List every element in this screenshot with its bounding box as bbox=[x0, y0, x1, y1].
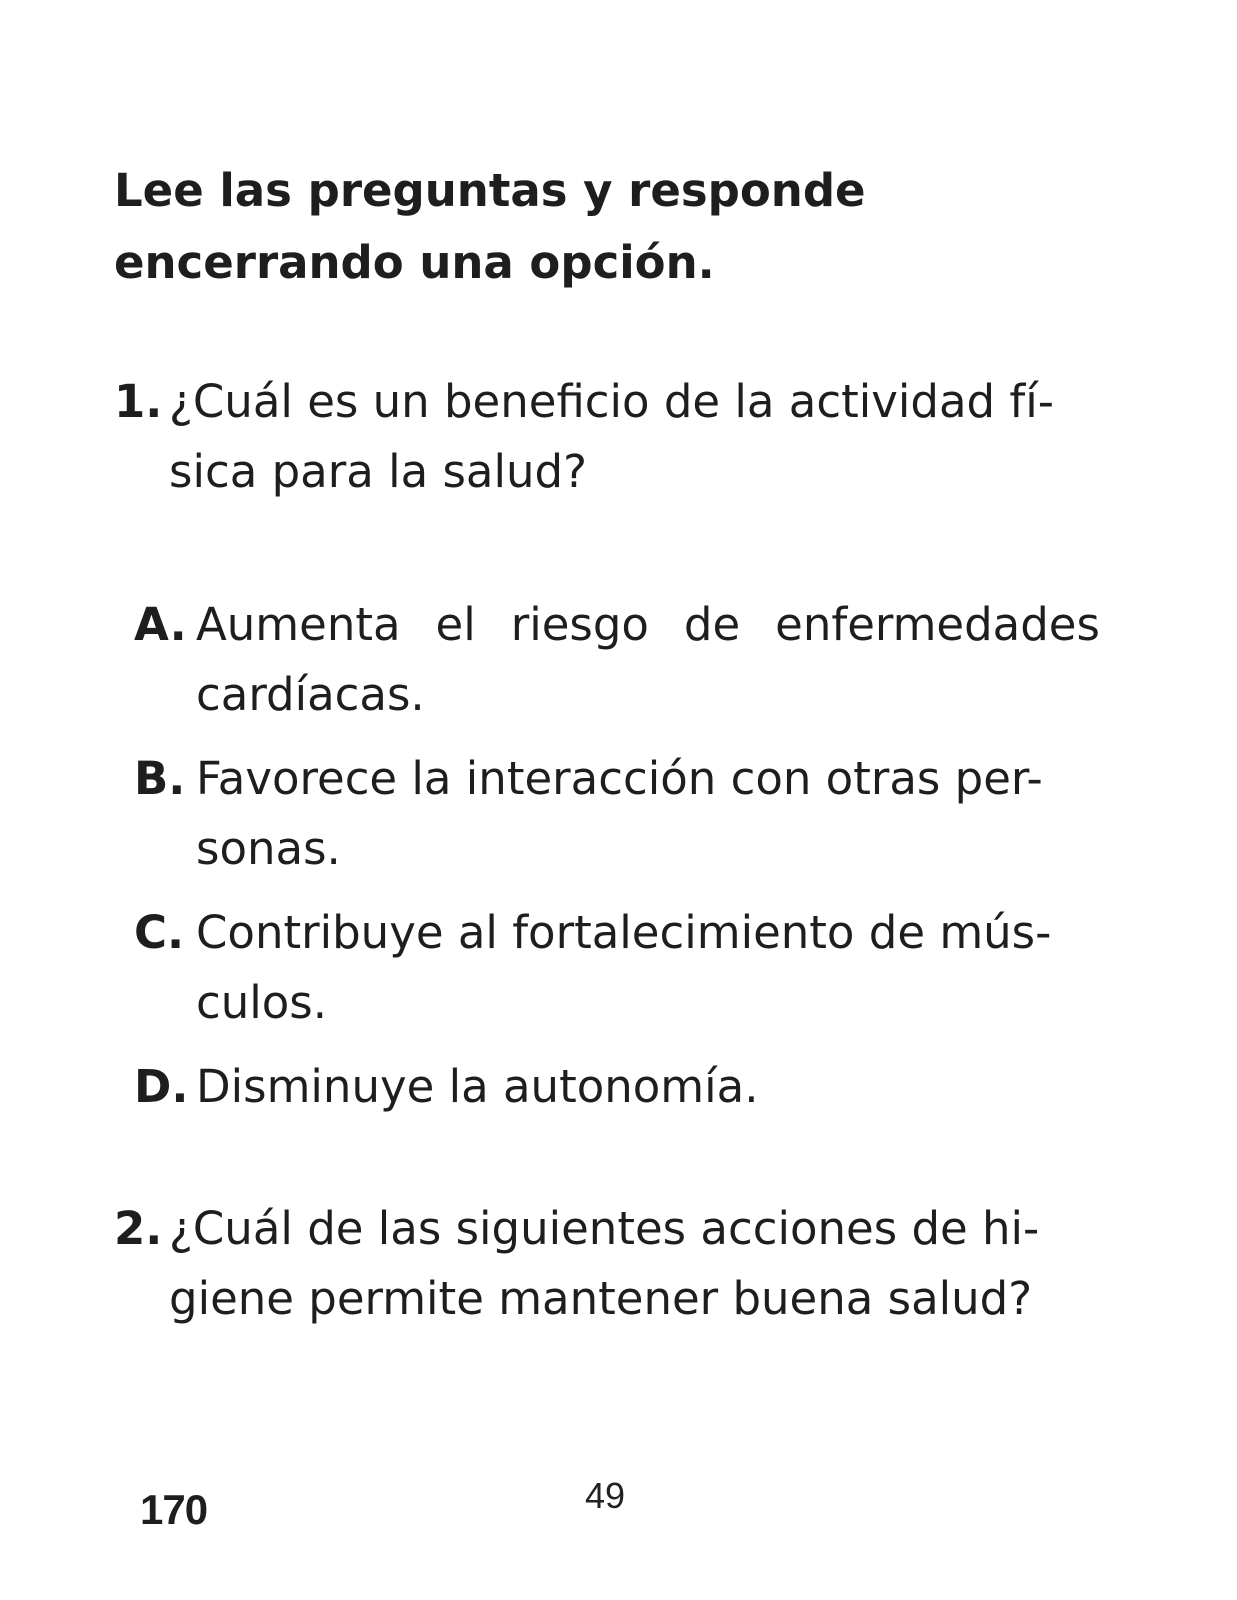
option-text-line-1: Favorece la interacción con otras per- bbox=[196, 752, 1043, 805]
option-text bbox=[196, 590, 1100, 730]
question-text-line-2: giene permite mantener buena salud? bbox=[169, 1272, 1033, 1325]
option-letter: D. bbox=[134, 1060, 189, 1113]
option-text bbox=[196, 744, 1100, 884]
option-text-line-2: culos. bbox=[196, 976, 328, 1029]
question-1 bbox=[114, 367, 1114, 507]
pdf-page-number: 49 bbox=[584, 1475, 626, 1516]
word: enfermedades bbox=[775, 598, 1100, 651]
question-text bbox=[169, 367, 1114, 507]
word: riesgo bbox=[510, 598, 649, 651]
option-text-line-2: cardíacas. bbox=[196, 668, 425, 721]
word: de bbox=[683, 598, 741, 651]
option-b[interactable] bbox=[134, 744, 1100, 884]
option-letter: B. bbox=[134, 752, 186, 805]
option-letter: A. bbox=[134, 598, 187, 651]
question-text-line-1: ¿Cuál de las siguientes acciones de hi- bbox=[169, 1202, 1040, 1255]
option-text bbox=[196, 898, 1100, 1038]
option-text-line-2: sonas. bbox=[196, 822, 341, 875]
instructions-line-1: Lee las preguntas y responde bbox=[114, 164, 866, 217]
option-text-line-1 bbox=[196, 590, 1100, 660]
option-letter: C. bbox=[134, 906, 185, 959]
word: el bbox=[435, 598, 476, 651]
option-text-line-1: Contribuye al fortalecimiento de mús- bbox=[196, 906, 1052, 959]
question-2 bbox=[114, 1194, 1114, 1334]
option-text bbox=[196, 1052, 1100, 1122]
question-number: 1. bbox=[114, 375, 163, 428]
option-text-line-1: Disminuye la autonomía. bbox=[196, 1060, 759, 1113]
option-c[interactable] bbox=[134, 898, 1100, 1038]
answer-options bbox=[134, 590, 1100, 1136]
book-page-number: 170 bbox=[140, 1486, 208, 1533]
question-text-line-2: sica para la salud? bbox=[169, 445, 587, 498]
option-d[interactable] bbox=[134, 1052, 1100, 1122]
instructions-line-2: encerrando una opción. bbox=[114, 236, 715, 289]
instructions-heading bbox=[114, 155, 1114, 299]
question-number: 2. bbox=[114, 1202, 163, 1255]
question-text-line-1: ¿Cuál es un beneficio de la actividad fí- bbox=[169, 375, 1054, 428]
word: Aumenta bbox=[196, 598, 401, 651]
question-text bbox=[169, 1194, 1114, 1334]
option-a[interactable] bbox=[134, 590, 1100, 730]
